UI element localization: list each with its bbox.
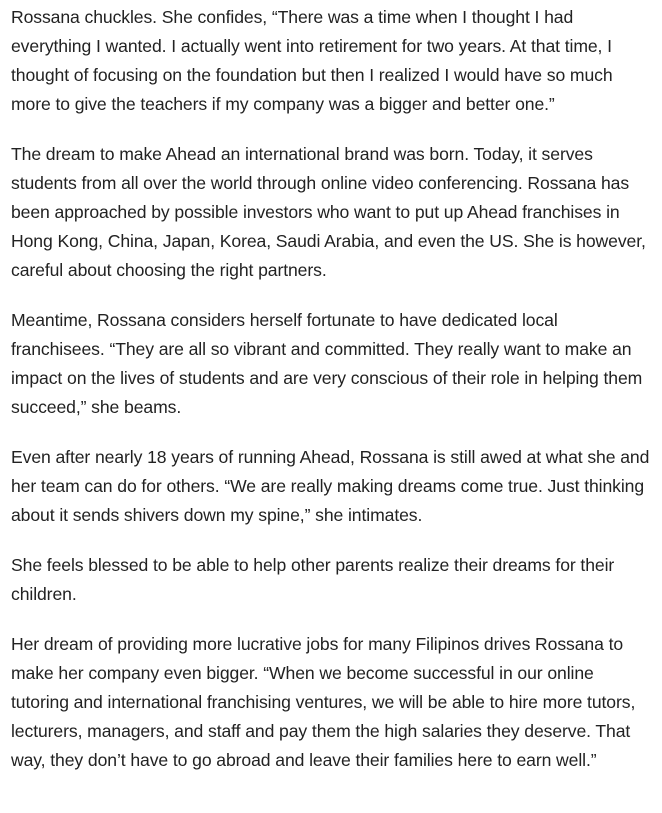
article-paragraph: The dream to make Ahead an international brand was born. Today, it serves students from all over the world through online video conferencing. Rossana has been approached by possible investors who want to put up Ahead franchises in Hong Kong, China, Japan, Korea, Saudi Arabia, and even the US. She is however, careful about choosing the right partners. bbox=[11, 144, 646, 280]
article-paragraph: Meantime, Rossana considers herself fortunate to have dedicated local franchisees. “They are all so vibrant and committed. They really want to make an impact on the lives of students and are very conscious of their role in helping them succeed,” she beams. bbox=[11, 310, 643, 417]
article-paragraph: Even after nearly 18 years of running Ahead, Rossana is still awed at what she and her team can do for others. “We are really making dreams come true. Just thinking about it sends shivers down my spine,” she intimates. bbox=[11, 447, 650, 525]
article-paragraph: Rossana chuckles. She confides, “There was a time when I thought I had everything I wanted. I actually went into retirement for two years. At that time, I thought of focusing on the foundation but then I realized I would have so much more to give the teachers if my company was a bigger and better one.” bbox=[11, 7, 613, 114]
article-paragraph: She feels blessed to be able to help other parents realize their dreams for their children. bbox=[11, 555, 615, 604]
article-paragraph: Her dream of providing more lucrative jobs for many Filipinos drives Rossana to make her company even bigger. “When we become successful in our online tutoring and international franchising ventures, we will be able to hire more tutors, lecturers, managers, and staff and pay them the high salaries they deserve. That way, they don’t have to go abroad and leave their families here to earn well.” bbox=[11, 634, 636, 770]
